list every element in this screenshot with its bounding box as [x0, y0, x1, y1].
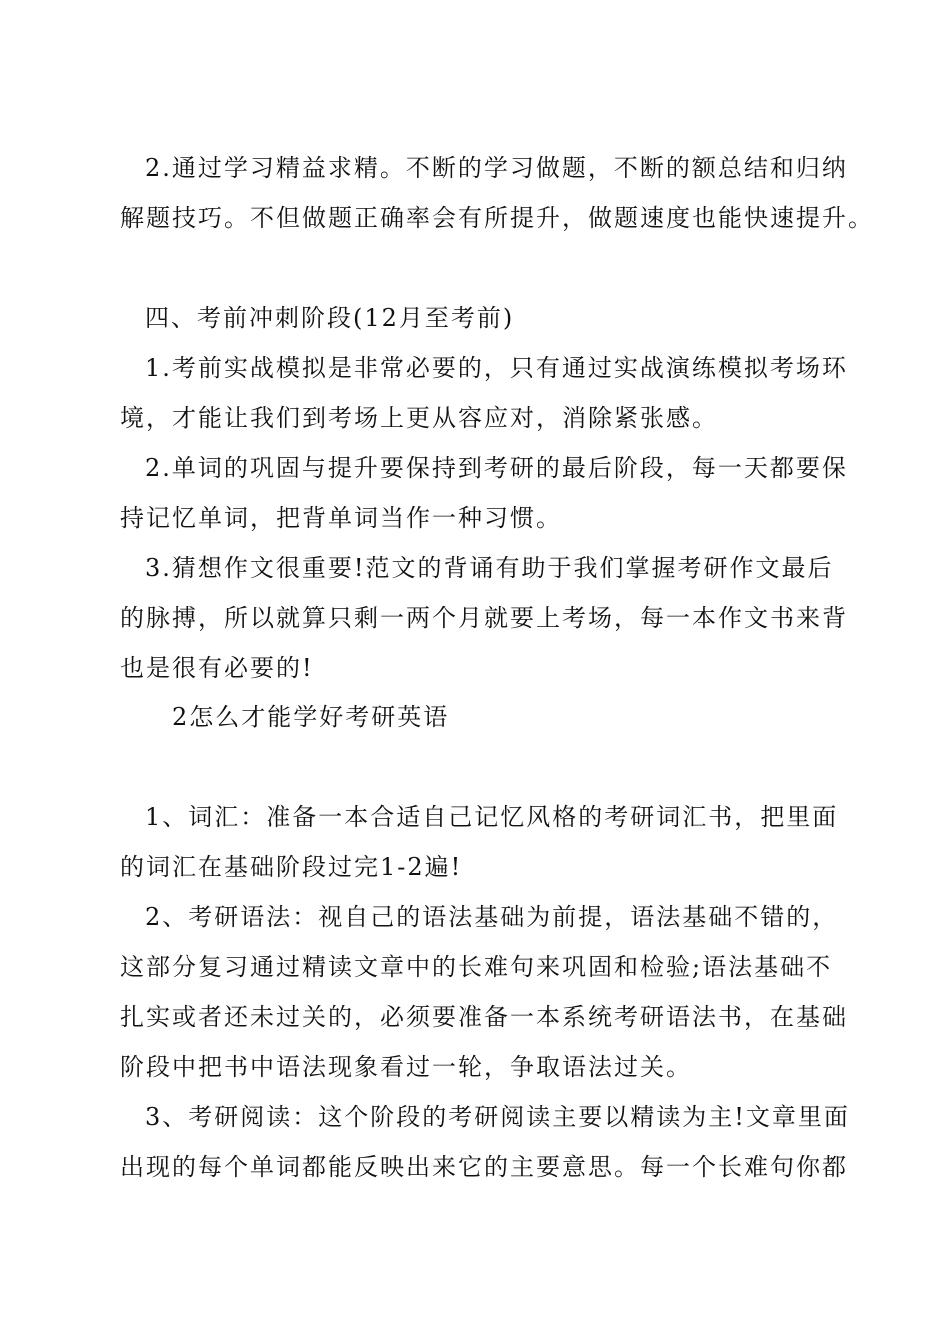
- paragraph-line: 扎实或者还未过关的，必须要准备一本系统考研语法书，在基础: [120, 1003, 848, 1031]
- paragraph-line: 解题技巧。不但做题正确率会有所提升，做题速度也能快速提升。: [120, 204, 874, 232]
- paragraph-line: 2、考研语法：视自己的语法基础为前提，语法基础不错的，: [145, 903, 839, 931]
- paragraph-line: 阶段中把书中语法现象看过一轮，争取语法过关。: [120, 1053, 692, 1081]
- paragraph-line: 1.考前实战模拟是非常必要的，只有通过实战演练模拟考场环: [145, 354, 848, 382]
- paragraph-line: 这部分复习通过精读文章中的长难句来巩固和检验;语法基础不: [120, 953, 833, 981]
- paragraph-line: 2.单词的巩固与提升要保持到考研的最后阶段，每一天都要保: [145, 454, 848, 482]
- paragraph-line: 境，才能让我们到考场上更从容应对，消除紧张感。: [120, 404, 718, 432]
- paragraph-line: 3、考研阅读：这个阶段的考研阅读主要以精读为主!文章里面: [145, 1103, 850, 1131]
- paragraph-line: 的脉搏，所以就算只剩一两个月就要上考场，每一本作文书来背: [120, 604, 848, 632]
- section-heading: 四、考前冲刺阶段(12月至考前): [145, 304, 515, 332]
- paragraph-line: 2.通过学习精益求精。不断的学习做题，不断的额总结和归纳: [145, 154, 848, 182]
- paragraph-line: 出现的每个单词都能反映出来它的主要意思。每一个长难句你都: [120, 1153, 848, 1181]
- section-heading: 2怎么才能学好考研英语: [172, 703, 450, 731]
- paragraph-line: 持记忆单词，把背单词当作一种习惯。: [120, 504, 562, 532]
- paragraph-line: 1、词汇：准备一本合适自己记忆风格的考研词汇书，把里面: [145, 803, 839, 831]
- paragraph-line: 也是很有必要的!: [120, 654, 314, 682]
- paragraph-line: 3.猜想作文很重要!范文的背诵有助于我们掌握考研作文最后: [145, 554, 834, 582]
- paragraph-line: 的词汇在基础阶段过完1-2遍!: [120, 853, 463, 881]
